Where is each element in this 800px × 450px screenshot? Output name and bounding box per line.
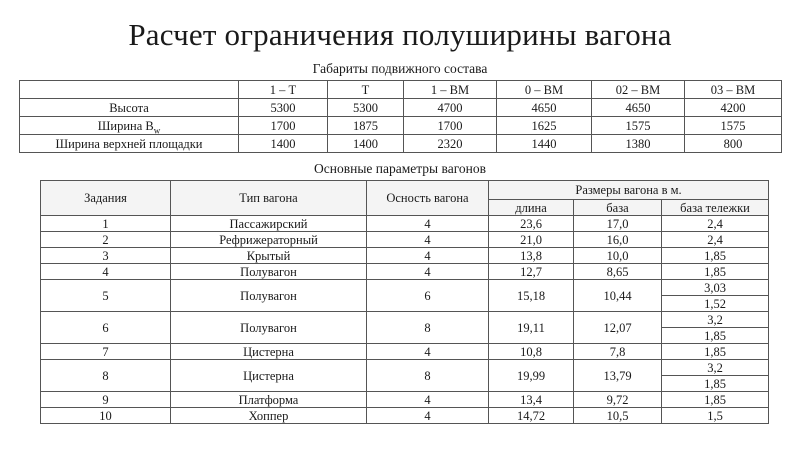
cell-axles: 4 — [367, 216, 489, 232]
table-cell: 1400 — [239, 135, 328, 153]
cell-bogie-base: 3,03 — [662, 280, 769, 296]
row-label — [20, 117, 239, 135]
cell-wagon-type: Пассажирский — [171, 216, 367, 232]
cell-task-number: 3 — [41, 248, 171, 264]
cell-axles: 4 — [367, 232, 489, 248]
cell-task-number: 1 — [41, 216, 171, 232]
table-cell: 5300 — [239, 99, 328, 117]
cell-bogie-base: 1,85 — [662, 264, 769, 280]
cell-bogie-base: 1,85 — [662, 376, 769, 392]
column-header: 03 – ВМ — [685, 81, 782, 99]
row-label: Высота — [20, 99, 239, 117]
cell-length: 15,18 — [489, 280, 574, 312]
table-cell: 2320 — [404, 135, 497, 153]
cell-length: 12,7 — [489, 264, 574, 280]
column-header: 1 – Т — [239, 81, 328, 99]
table-cell: 1400 — [328, 135, 404, 153]
cell-bogie-base: 2,4 — [662, 216, 769, 232]
column-header-type: Тип вагона — [171, 181, 367, 216]
column-header: 1 – ВМ — [404, 81, 497, 99]
cell-axles: 4 — [367, 408, 489, 424]
column-header: 0 – ВМ — [497, 81, 592, 99]
cell-length: 14,72 — [489, 408, 574, 424]
row-label-text: Ширина В — [97, 118, 154, 133]
cell-wagon-type: Цистерна — [171, 344, 367, 360]
table-cell: 1875 — [328, 117, 404, 135]
table-cell: 1625 — [497, 117, 592, 135]
table-cell: 1440 — [497, 135, 592, 153]
cell-task-number: 10 — [41, 408, 171, 424]
cell-wagon-type: Платформа — [171, 392, 367, 408]
cell-bogie-base: 1,85 — [662, 328, 769, 344]
table-row — [41, 344, 769, 360]
row-label-subscript: w — [153, 125, 161, 135]
cell-bogie-base: 1,5 — [662, 408, 769, 424]
cell-bogie-base: 3,2 — [662, 360, 769, 376]
wagon-parameters-table — [40, 180, 769, 424]
cell-wagon-type: Цистерна — [171, 360, 367, 392]
table1-header-row — [20, 81, 782, 99]
cell-bogie-base: 1,52 — [662, 296, 769, 312]
cell-task-number: 8 — [41, 360, 171, 392]
cell-base: 7,8 — [574, 344, 662, 360]
table-row — [20, 117, 782, 135]
cell-task-number: 6 — [41, 312, 171, 344]
cell-base: 9,72 — [574, 392, 662, 408]
table-cell: 1700 — [404, 117, 497, 135]
cell-axles: 4 — [367, 264, 489, 280]
column-header: Т — [328, 81, 404, 99]
cell-wagon-type: Рефрижераторный — [171, 232, 367, 248]
table-row — [20, 135, 782, 153]
cell-bogie-base: 1,85 — [662, 248, 769, 264]
cell-base: 17,0 — [574, 216, 662, 232]
column-header — [20, 81, 239, 99]
cell-task-number: 2 — [41, 232, 171, 248]
column-header-base: база — [574, 200, 662, 216]
table-row — [41, 312, 769, 328]
table-row — [41, 248, 769, 264]
table2-body — [41, 216, 769, 424]
cell-base: 10,5 — [574, 408, 662, 424]
table-row — [20, 99, 782, 117]
column-header-axles: Осность вагона — [367, 181, 489, 216]
cell-bogie-base: 1,85 — [662, 392, 769, 408]
cell-task-number: 5 — [41, 280, 171, 312]
table-cell: 1575 — [685, 117, 782, 135]
rolling-stock-gauges-table — [19, 80, 782, 153]
column-header: 02 – ВМ — [592, 81, 685, 99]
table-row — [41, 232, 769, 248]
cell-task-number: 9 — [41, 392, 171, 408]
cell-base: 16,0 — [574, 232, 662, 248]
table-cell: 4650 — [592, 99, 685, 117]
cell-wagon-type: Полувагон — [171, 280, 367, 312]
cell-length: 21,0 — [489, 232, 574, 248]
cell-base: 8,65 — [574, 264, 662, 280]
row-label: Ширина верхней площадки — [20, 135, 239, 153]
cell-axles: 6 — [367, 280, 489, 312]
cell-length: 13,8 — [489, 248, 574, 264]
cell-base: 13,79 — [574, 360, 662, 392]
cell-axles: 8 — [367, 360, 489, 392]
cell-length: 19,99 — [489, 360, 574, 392]
cell-axles: 4 — [367, 248, 489, 264]
table-cell: 800 — [685, 135, 782, 153]
table1-caption: Габариты подвижного состава — [312, 61, 488, 76]
cell-wagon-type: Полувагон — [171, 312, 367, 344]
table-cell: 1380 — [592, 135, 685, 153]
page-title: Расчет ограничения полуширины вагона — [128, 17, 672, 52]
cell-base: 12,07 — [574, 312, 662, 344]
column-header-task: Задания — [41, 181, 171, 216]
cell-bogie-base: 2,4 — [662, 232, 769, 248]
table-row — [41, 408, 769, 424]
table-row — [41, 216, 769, 232]
cell-base: 10,44 — [574, 280, 662, 312]
column-header-bogie-base: база тележки — [662, 200, 769, 216]
cell-length: 10,8 — [489, 344, 574, 360]
table-row — [41, 280, 769, 296]
cell-length: 23,6 — [489, 216, 574, 232]
cell-task-number: 4 — [41, 264, 171, 280]
table-row — [41, 360, 769, 376]
table-cell: 4650 — [497, 99, 592, 117]
column-header-length: длина — [489, 200, 574, 216]
table-cell: 4200 — [685, 99, 782, 117]
cell-bogie-base: 1,85 — [662, 344, 769, 360]
cell-length: 19,11 — [489, 312, 574, 344]
table-row — [41, 264, 769, 280]
table-cell: 1575 — [592, 117, 685, 135]
column-header-dimensions: Размеры вагона в м. — [489, 181, 769, 200]
table2-caption: Основные параметры вагонов — [314, 161, 486, 176]
cell-axles: 4 — [367, 392, 489, 408]
table-row — [41, 392, 769, 408]
cell-axles: 4 — [367, 344, 489, 360]
table-cell: 5300 — [328, 99, 404, 117]
cell-base: 10,0 — [574, 248, 662, 264]
cell-wagon-type: Полувагон — [171, 264, 367, 280]
table-cell: 4700 — [404, 99, 497, 117]
table-cell: 1700 — [239, 117, 328, 135]
cell-wagon-type: Крытый — [171, 248, 367, 264]
cell-length: 13,4 — [489, 392, 574, 408]
cell-task-number: 7 — [41, 344, 171, 360]
cell-wagon-type: Хоппер — [171, 408, 367, 424]
cell-axles: 8 — [367, 312, 489, 344]
cell-bogie-base: 3,2 — [662, 312, 769, 328]
table2-header-row — [41, 181, 769, 200]
